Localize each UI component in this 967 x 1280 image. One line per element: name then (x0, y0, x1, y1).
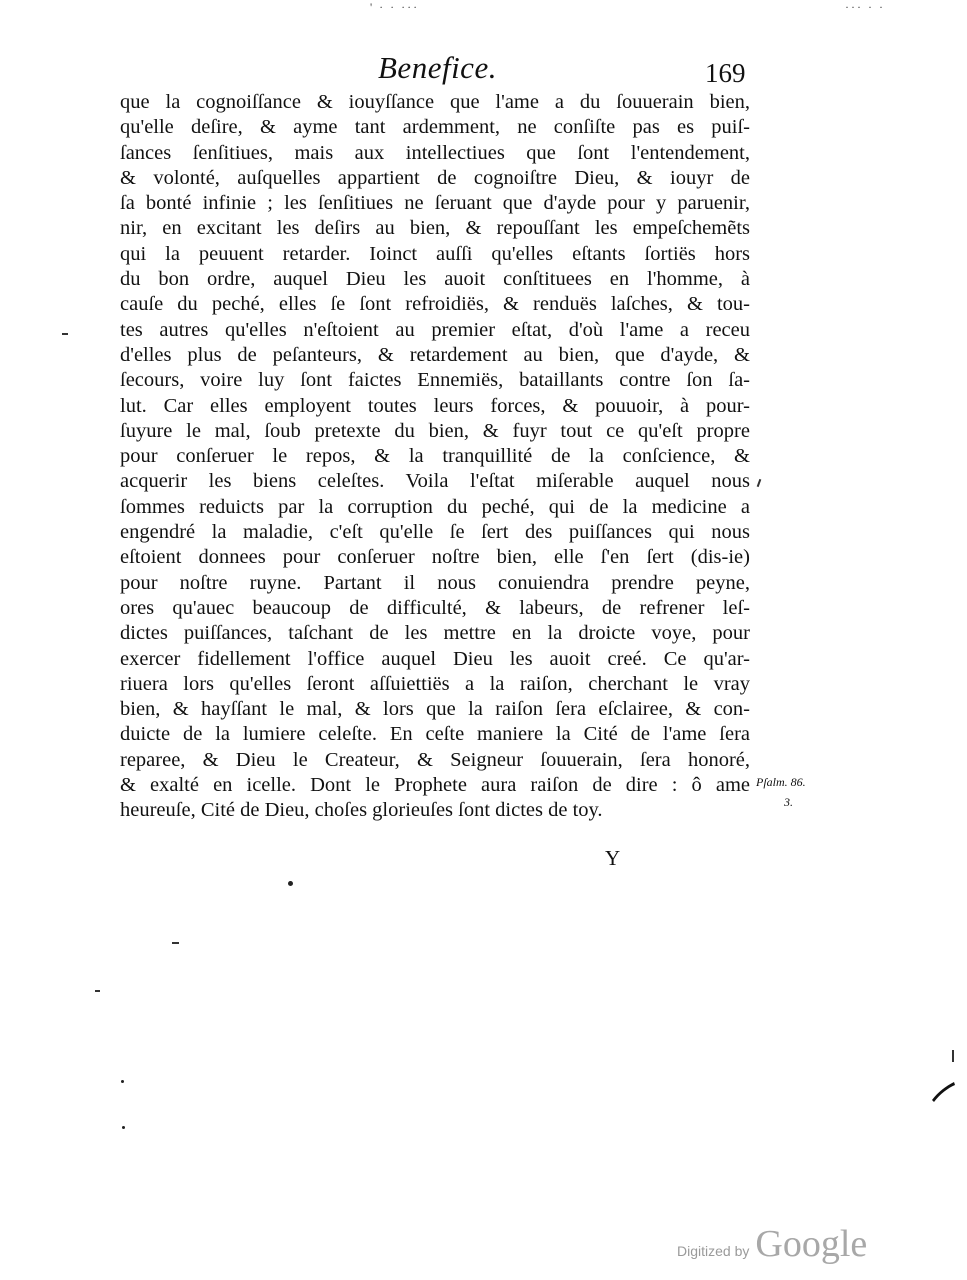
text-line: ſuyure le mal, ſoub pretexte du bien, & fuyr tout ce qu'eſt propre (120, 419, 750, 442)
text-line: engendré la maladie, c'eſt qu'elle ſe ſert des puiſſances qui nous (120, 521, 750, 544)
text-line: riuera lors qu'elles ſeront aſſuiettiës a la raiſon, cherchant le vray (120, 672, 750, 695)
signature-mark: Y (605, 846, 621, 870)
scan-speck (172, 942, 179, 944)
text-line: tes autres qu'elles n'eſtoient au premier eſtat, d'où l'ame a receu (120, 318, 750, 341)
text-line: & volonté, auſquelles appartient de cognoiſtre Dieu, & iouyr de (120, 166, 750, 189)
scan-speck (288, 881, 293, 886)
text-line: cauſe du peché, elles ſe ſont refroidiës, & renduës laſches, & tou- (120, 293, 750, 316)
text-line: qui la peuuent retarder. Ioinct auſſi qu'elles eſtants ſortiës hors (120, 242, 750, 265)
margin-note-verse: 3. (784, 795, 793, 809)
text-line: heureuſe, Cité de Dieu, choſes glorieuſes ſont dictes de toy. (120, 799, 603, 822)
text-line: dictes puiſſances, taſchant de les mettre en la droicte voye, pour (120, 622, 750, 645)
digitized-label: Digitized by (677, 1243, 750, 1259)
text-line: ſa bonté infinie ; les ſenſitiues ne ſeruant que d'ayde pour y paruenir, (120, 192, 750, 215)
page-number: 169 (705, 58, 746, 88)
text-line: ſances ſenſitiues, mais aux intellectiues que ſont l'entendement, (120, 141, 750, 164)
scan-speck (121, 1080, 124, 1083)
text-line: pour conſeruer le repos, & la tranquillité de la conſcience, & (120, 445, 750, 468)
scan-speck (122, 1126, 125, 1129)
text-line: acquerir les biens celeſtes. Voila l'eſtat miſerable auquel nous (120, 470, 750, 493)
margin-note (756, 772, 846, 812)
digitized-watermark (677, 1222, 867, 1266)
text-line: duicte de la lumiere celeſte. En ceſte maniere la Cité de l'ame ſera (120, 723, 750, 746)
text-line: reparee, & Dieu le Createur, & Seigneur ſouuerain, ſera honoré, (120, 748, 750, 771)
text-line: d'elles plus de peſanteurs, & retardement au bien, que d'ayde, & (120, 343, 750, 366)
text-line: bien, & hayſſant le mal, & lors que la raiſon ſera eſclairee, & con- (120, 698, 750, 721)
running-title: Benefice. (378, 50, 497, 85)
scan-speck (95, 990, 100, 992)
text-line: ſecours, voire luy ſont faictes Ennemiës, bataillants contre ſon ſa- (120, 369, 750, 392)
text-line: nir, en excitant les deſirs au bien, & repouſſant les empeſchemẽts (120, 217, 750, 240)
text-line: qu'elle deſire, & ayme tant ardemment, ne conſiſte pas es puiſ- (120, 116, 750, 139)
text-line: exercer fidellement l'office auquel Dieu les auoit creé. Ce qu'ar- (120, 647, 750, 670)
text-line: pour noſtre ruyne. Partant il nous conuiendra prendre peyne, (120, 571, 750, 594)
margin-note-reference: Pſalm. 86. (756, 775, 806, 789)
google-logo: Google (755, 1223, 868, 1265)
text-line: ores qu'auec beaucoup de difficulté, & labeurs, de refrener leſ- (120, 596, 750, 619)
top-edge-marks-right: ··· · · (845, 0, 885, 14)
text-line: eſtoient donnees pour conſeruer noſtre bien, elle ſ'en ſert (dis-ie) (120, 546, 750, 569)
scan-speck (952, 1050, 954, 1062)
text-line: ſommes reduicts par la corruption du peché, qui de la medicine a (120, 495, 750, 518)
text-line: que la cognoiſſance & iouyſſance que l'ame a du ſouuerain bien, (120, 91, 750, 113)
text-line: & exalté en icelle. Dont le Prophete aura raiſon de dire : ô ame (120, 774, 750, 797)
scan-speck (757, 479, 762, 487)
text-line: du bon ordre, auquel Dieu les auoit conſtituees en l'homme, à (120, 268, 750, 291)
top-edge-marks: ' · · ··· (370, 0, 420, 14)
scan-speck (62, 333, 68, 335)
body-text (120, 90, 750, 824)
edge-ink-mark (930, 1078, 956, 1104)
text-line: lut. Car elles employent toutes leurs forces, & pouuoir, à pour- (120, 394, 750, 417)
